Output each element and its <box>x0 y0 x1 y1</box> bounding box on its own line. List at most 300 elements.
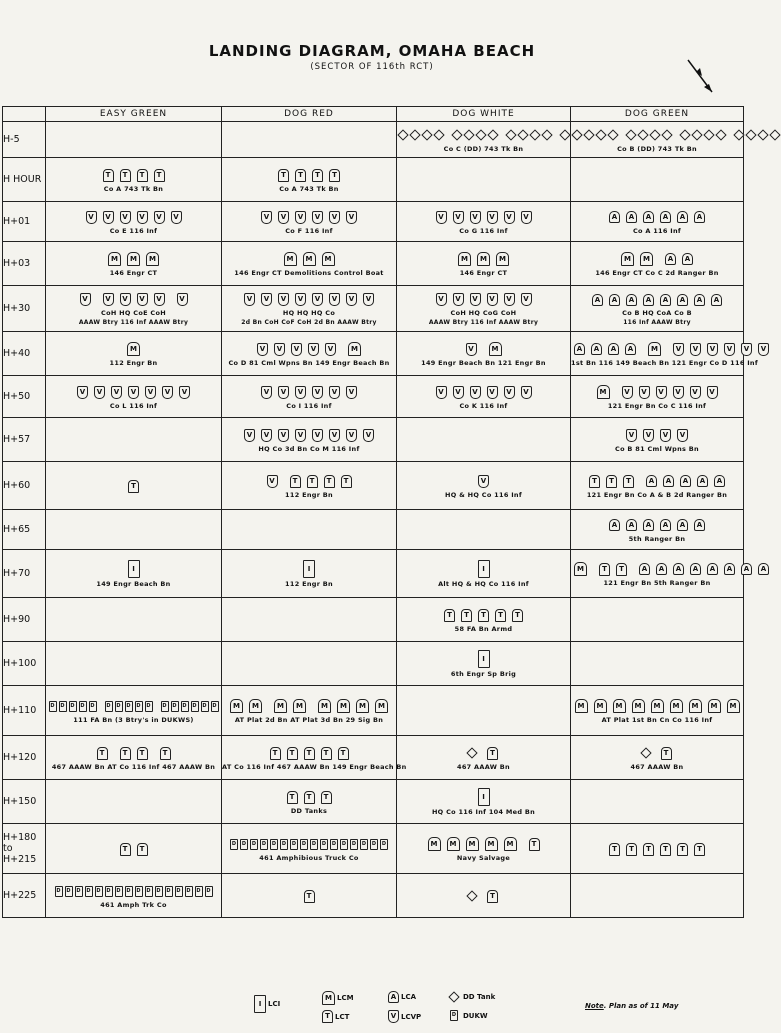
lcvp-icon: V <box>80 293 91 306</box>
dukw-icon: D <box>450 1010 458 1021</box>
lcm-icon: M <box>597 385 610 399</box>
lcvp-icon: V <box>673 386 684 399</box>
lca-icon: A <box>660 519 671 531</box>
lct-icon: T <box>338 747 349 760</box>
unit-caption: 467 AAAW Bn <box>630 762 684 771</box>
wave-time: H+57 <box>3 418 46 462</box>
dd-icon <box>451 129 462 140</box>
craft-row <box>46 745 221 761</box>
lct-icon: T <box>290 475 301 488</box>
wave-cell <box>571 202 744 242</box>
unit-caption: 146 Engr CT Demolitions Control Boat <box>234 268 384 277</box>
craft-row <box>46 291 221 307</box>
wave-cell <box>46 642 222 686</box>
lcvp-icon: V <box>325 343 336 356</box>
lcm-icon: M <box>485 837 498 851</box>
lca-icon: A <box>694 211 705 223</box>
lct-icon: T <box>616 563 627 576</box>
lca-icon: A <box>677 294 688 306</box>
wave-cell <box>46 122 222 158</box>
dd-icon <box>421 129 432 140</box>
lcm-icon: M <box>477 252 490 266</box>
lca-icon: A <box>626 519 637 531</box>
dd-icon <box>475 129 486 140</box>
unit-caption: Co B 81 Cml Wpns Bn <box>615 444 699 453</box>
wave-time: H+150 <box>3 780 46 824</box>
wave-cell-content <box>46 384 221 410</box>
lci-icon: I <box>254 995 266 1013</box>
wave-cell-content <box>571 698 743 724</box>
legend-lca: A LCA <box>386 991 416 1003</box>
lca-icon: A <box>663 475 674 487</box>
wave-cell-content <box>222 789 396 815</box>
lct-icon: T <box>137 747 148 760</box>
craft-row <box>222 473 396 489</box>
legend-lcm: M LCM <box>320 991 354 1005</box>
wave-cell <box>222 736 407 780</box>
lct-icon: T <box>487 747 498 760</box>
dd-icon <box>769 129 780 140</box>
unit-caption: Co D 81 Cml Wpns Bn 149 Engr Beach Bn <box>228 358 390 367</box>
lcvp-icon: V <box>470 293 481 306</box>
wave-cell <box>571 462 744 510</box>
wave-cell <box>571 376 744 418</box>
dd-icon <box>649 129 660 140</box>
wave-cell <box>222 642 397 686</box>
wave-cell <box>397 242 571 286</box>
wave-time: H HOUR <box>3 158 46 202</box>
lcvp-icon: V <box>154 293 165 306</box>
craft-row <box>397 836 570 852</box>
lcvp-icon: V <box>261 429 272 442</box>
dukw-icon: D <box>55 886 63 897</box>
lct-icon: T <box>154 169 165 182</box>
lcvp-icon: V <box>690 386 701 399</box>
unit-caption: 149 Engr Beach Bn <box>96 579 171 588</box>
lct-icon: T <box>322 1010 333 1023</box>
wave-row <box>3 332 744 376</box>
dukw-icon: D <box>380 839 388 850</box>
lcm-icon: M <box>318 699 331 713</box>
lcvp-icon: V <box>363 429 374 442</box>
unit-caption-secondary: AAAW Btry 116 Inf AAAW Btry <box>428 319 539 326</box>
lca-icon: A <box>694 519 705 531</box>
lcvp-icon: V <box>329 211 340 224</box>
wave-cell <box>46 510 222 550</box>
dukw-icon: D <box>211 701 219 712</box>
wave-cell <box>46 376 222 418</box>
dd-icon <box>517 129 528 140</box>
dukw-icon: D <box>105 701 113 712</box>
lcm-icon: M <box>428 837 441 851</box>
unit-caption: Co L 116 Inf <box>109 401 158 410</box>
wave-cell <box>397 202 571 242</box>
dd-icon <box>703 129 714 140</box>
dukw-icon: D <box>75 886 83 897</box>
wave-cell-content <box>397 251 570 277</box>
wave-cell <box>222 242 397 286</box>
wave-cell <box>397 462 571 510</box>
lct-icon: T <box>137 169 148 182</box>
unit-caption: Co B (DD) 743 Tk Bn <box>617 144 697 153</box>
lcvp-icon: V <box>137 211 148 224</box>
wave-cell-content <box>46 698 221 724</box>
wave-cell-content <box>222 167 396 193</box>
craft-row <box>397 788 570 806</box>
wave-cell <box>46 242 222 286</box>
lcvp-icon: V <box>466 343 477 356</box>
lcvp-icon: V <box>291 343 302 356</box>
lcvp-icon: V <box>103 211 114 224</box>
lca-icon: A <box>643 294 654 306</box>
lcvp-icon: V <box>436 211 447 224</box>
wave-time: H+03 <box>3 242 46 286</box>
lcvp-icon: V <box>707 343 718 356</box>
wave-cell-content <box>397 209 570 235</box>
lcvp-icon: V <box>128 386 139 399</box>
lcvp-icon: V <box>487 386 498 399</box>
lct-icon: T <box>609 843 620 856</box>
wave-cell-content <box>397 473 570 499</box>
dukw-icon: D <box>185 886 193 897</box>
lct-icon: T <box>321 791 332 804</box>
wave-time: H+225 <box>3 874 46 918</box>
column-header-dog-white: DOG WHITE <box>397 107 571 122</box>
wave-cell <box>397 550 571 598</box>
wave-cell-content <box>46 251 221 277</box>
lca-icon: A <box>741 563 752 575</box>
lca-icon: A <box>714 475 725 487</box>
lct-icon: T <box>120 747 131 760</box>
wave-cell-content <box>397 341 570 367</box>
lca-icon: A <box>697 475 708 487</box>
wave-cell-content <box>222 560 396 588</box>
lcvp-icon: V <box>643 429 654 442</box>
unit-caption-secondary: 2d Bn CoH CoF CoH 2d Bn AAAW Btry <box>241 319 377 326</box>
lcm-icon: M <box>249 699 262 713</box>
lct-icon: T <box>295 169 306 182</box>
wave-cell <box>222 686 397 736</box>
craft-row <box>571 427 743 443</box>
legend-dukw: D DUKW <box>451 1011 488 1020</box>
wave-cell-content <box>222 291 396 326</box>
craft-row <box>571 127 743 143</box>
craft-row <box>571 745 743 761</box>
craft-row <box>397 384 570 400</box>
unit-caption: Co A 743 Tk Bn <box>279 184 339 193</box>
dukw-icon: D <box>171 701 179 712</box>
wave-cell <box>222 418 397 462</box>
lcm-icon: M <box>348 342 361 356</box>
unit-caption: CoH HQ CoE CoH <box>101 309 166 317</box>
lca-icon: A <box>665 253 676 265</box>
lcm-icon: M <box>466 837 479 851</box>
wave-cell <box>571 158 744 202</box>
lcm-icon: M <box>127 342 140 356</box>
dukw-icon: D <box>350 839 358 850</box>
wave-time: H+30 <box>3 286 46 332</box>
craft-row <box>397 291 570 307</box>
lcm-icon: M <box>727 699 740 713</box>
wave-cell-content <box>222 836 396 862</box>
dd-icon <box>640 747 651 758</box>
lcm-icon: M <box>574 562 587 576</box>
wave-cell-content <box>397 291 570 326</box>
dukw-icon: D <box>89 701 97 712</box>
craft-row <box>46 167 221 183</box>
lca-icon: A <box>609 519 620 531</box>
wave-row <box>3 642 744 686</box>
unit-caption: Co A 116 Inf <box>632 226 682 235</box>
lct-icon: T <box>487 890 498 903</box>
wave-cell <box>397 286 571 332</box>
lcvp-icon: V <box>626 429 637 442</box>
craft-row <box>46 560 221 578</box>
lct-icon: T <box>307 475 318 488</box>
dukw-icon: D <box>280 839 288 850</box>
wave-cell <box>397 158 571 202</box>
dukw-icon: D <box>201 701 209 712</box>
lct-icon: T <box>128 480 139 493</box>
lcm-icon: M <box>621 252 634 266</box>
dd-icon <box>541 129 552 140</box>
lct-icon: T <box>623 475 634 488</box>
lct-icon: T <box>495 609 506 622</box>
landing-table <box>2 106 767 918</box>
wave-row <box>3 286 744 332</box>
wave-time: H+01 <box>3 202 46 242</box>
lcm-icon: M <box>146 252 159 266</box>
lct-icon: T <box>304 791 315 804</box>
craft-row <box>222 789 396 805</box>
lcm-icon: M <box>504 837 517 851</box>
wave-cell <box>46 158 222 202</box>
dukw-icon: D <box>290 839 298 850</box>
unit-caption: Navy Salvage <box>456 853 511 862</box>
unit-caption: 112 Engr Bn <box>285 490 333 499</box>
wave-row <box>3 598 744 642</box>
wave-cell <box>46 332 222 376</box>
lcvp-icon: V <box>724 343 735 356</box>
dukw-icon: D <box>330 839 338 850</box>
unit-caption: 112 Engr Bn <box>285 579 333 588</box>
unit-caption: 121 Engr Bn 5th Ranger Bn <box>603 578 711 587</box>
lcm-icon: M <box>322 991 335 1005</box>
dd-tank-icon <box>448 991 459 1002</box>
lca-icon: A <box>656 563 667 575</box>
lcm-icon: M <box>447 837 460 851</box>
wave-cell <box>222 332 397 376</box>
craft-row <box>222 209 396 225</box>
wave-cell <box>397 824 571 874</box>
plan-note: Note. Plan as of 11 May <box>585 1002 679 1010</box>
legend-lcvp: V LCVP <box>386 1010 421 1023</box>
lcvp-icon: V <box>470 386 481 399</box>
lcvp-icon: V <box>504 211 515 224</box>
lcm-icon: M <box>337 699 350 713</box>
lcvp-icon: V <box>504 386 515 399</box>
wave-cell-content <box>222 209 396 235</box>
craft-row <box>46 478 221 494</box>
lcvp-icon: V <box>244 429 255 442</box>
legend-lci: I LCI <box>252 995 280 1013</box>
wave-row <box>3 418 744 462</box>
lct-icon: T <box>304 747 315 760</box>
dukw-icon: D <box>175 886 183 897</box>
lcvp-icon: V <box>145 386 156 399</box>
wave-cell-content <box>222 384 396 410</box>
craft-row <box>222 167 396 183</box>
wave-cell <box>222 122 397 158</box>
lct-icon: T <box>606 475 617 488</box>
craft-row <box>397 473 570 489</box>
unit-caption: HQ Co 116 Inf 104 Med Bn <box>431 807 536 816</box>
wave-time: H+70 <box>3 550 46 598</box>
wave-cell-content <box>571 251 743 277</box>
lcvp-icon: V <box>261 293 272 306</box>
wave-cell <box>46 736 222 780</box>
dd-icon <box>625 129 636 140</box>
lct-icon: T <box>137 843 148 856</box>
wave-row <box>3 122 744 158</box>
wave-row <box>3 462 744 510</box>
unit-caption: AT Plat 2d Bn AT Plat 3d Bn 29 Sig Bn <box>234 715 384 724</box>
wave-cell-content <box>571 745 743 771</box>
lcvp-icon: V <box>137 293 148 306</box>
wave-cell-content <box>571 384 743 410</box>
wave-cell <box>571 122 744 158</box>
craft-row <box>397 341 570 357</box>
dd-icon <box>433 129 444 140</box>
wave-cell <box>397 332 571 376</box>
wave-cell <box>397 874 571 918</box>
wave-cell <box>46 418 222 462</box>
unit-caption: AT Plat 1st Bn Cn Co 116 Inf <box>601 715 713 724</box>
wave-cell-content <box>222 341 396 367</box>
dd-icon <box>607 129 618 140</box>
dd-icon <box>745 129 756 140</box>
lca-icon: A <box>626 211 637 223</box>
wave-cell <box>46 780 222 824</box>
wave-time: H+90 <box>3 598 46 642</box>
wave-cell <box>397 510 571 550</box>
unit-caption: 58 FA Bn Armd <box>454 624 513 633</box>
lcm-icon: M <box>648 342 661 356</box>
wave-cell-content <box>222 473 396 499</box>
lcvp-icon: V <box>162 386 173 399</box>
lcvp-icon: V <box>244 293 255 306</box>
wave-cell <box>571 780 744 824</box>
lct-icon: T <box>270 747 281 760</box>
unit-caption: CoH HQ CoG CoH <box>450 309 517 317</box>
craft-row <box>571 698 743 714</box>
lcvp-icon: V <box>312 293 323 306</box>
dukw-icon: D <box>360 839 368 850</box>
lci-icon: I <box>478 560 490 578</box>
lcm-icon: M <box>496 252 509 266</box>
wave-row <box>3 824 744 874</box>
note-text: Plan as of 11 May <box>608 1002 679 1010</box>
lca-icon: A <box>646 475 657 487</box>
lcvp-icon: V <box>690 343 701 356</box>
wave-cell-content <box>46 883 221 909</box>
craft-row <box>222 291 396 307</box>
unit-caption: 5th Ranger Bn <box>628 534 686 543</box>
wave-cell-content <box>222 427 396 453</box>
lca-icon: A <box>758 563 769 575</box>
lcvp-icon: V <box>278 211 289 224</box>
dukw-icon: D <box>230 839 238 850</box>
craft-row <box>46 341 221 357</box>
lct-icon: T <box>120 843 131 856</box>
unit-caption: Co B HQ CoA Co B <box>622 309 692 317</box>
dukw-icon: D <box>370 839 378 850</box>
craft-row <box>46 251 221 267</box>
wave-cell <box>222 376 397 418</box>
dukw-icon: D <box>65 886 73 897</box>
unit-caption: 146 Engr CT <box>459 268 508 277</box>
wave-cell <box>571 824 744 874</box>
lca-icon: A <box>639 563 650 575</box>
wave-row <box>3 202 744 242</box>
wave-cell-content <box>571 291 743 326</box>
wave-row <box>3 510 744 550</box>
lct-icon: T <box>329 169 340 182</box>
dd-icon <box>559 129 570 140</box>
wave-cell <box>571 332 767 376</box>
unit-caption: 112 Engr Bn <box>109 358 158 367</box>
craft-row <box>46 698 221 714</box>
lcvp-icon: V <box>312 211 323 224</box>
lcm-icon: M <box>108 252 121 266</box>
lcvp-icon: V <box>120 293 131 306</box>
craft-row <box>571 291 743 307</box>
diagram-subtitle: (SECTOR OF 116th RCT) <box>310 62 434 72</box>
wave-cell-content <box>571 841 743 857</box>
lcvp-icon: V <box>436 386 447 399</box>
lcvp-icon: V <box>312 429 323 442</box>
unit-caption-secondary: AAAW Btry 116 Inf AAAW Btry <box>78 319 189 326</box>
lct-icon: T <box>324 475 335 488</box>
lca-icon: A <box>591 343 602 355</box>
lcvp-icon: V <box>111 386 122 399</box>
lcm-icon: M <box>632 699 645 713</box>
dukw-icon: D <box>49 701 57 712</box>
lcvp-icon: V <box>660 429 671 442</box>
wave-cell <box>397 598 571 642</box>
wave-row <box>3 874 744 918</box>
lca-icon: A <box>609 294 620 306</box>
lct-icon: T <box>304 890 315 903</box>
wave-cell <box>397 686 571 736</box>
lct-icon: T <box>278 169 289 182</box>
lcvp-icon: V <box>103 293 114 306</box>
wave-cell-content <box>397 788 570 816</box>
lcm-icon: M <box>458 252 471 266</box>
lct-icon: T <box>661 747 672 760</box>
lci-icon: I <box>128 560 140 578</box>
unit-caption: 467 AAAW Bn AT Co 116 Inf 467 AAAW Bn <box>51 762 216 771</box>
lcvp-icon: V <box>478 475 489 488</box>
dukw-icon: D <box>115 886 123 897</box>
lcvp-icon: V <box>295 293 306 306</box>
craft-row <box>222 251 396 267</box>
wave-time: H-5 <box>3 122 46 158</box>
craft-row <box>397 745 570 761</box>
wave-cell-content <box>222 745 407 771</box>
craft-row <box>571 341 767 357</box>
lcvp-icon: V <box>453 386 464 399</box>
